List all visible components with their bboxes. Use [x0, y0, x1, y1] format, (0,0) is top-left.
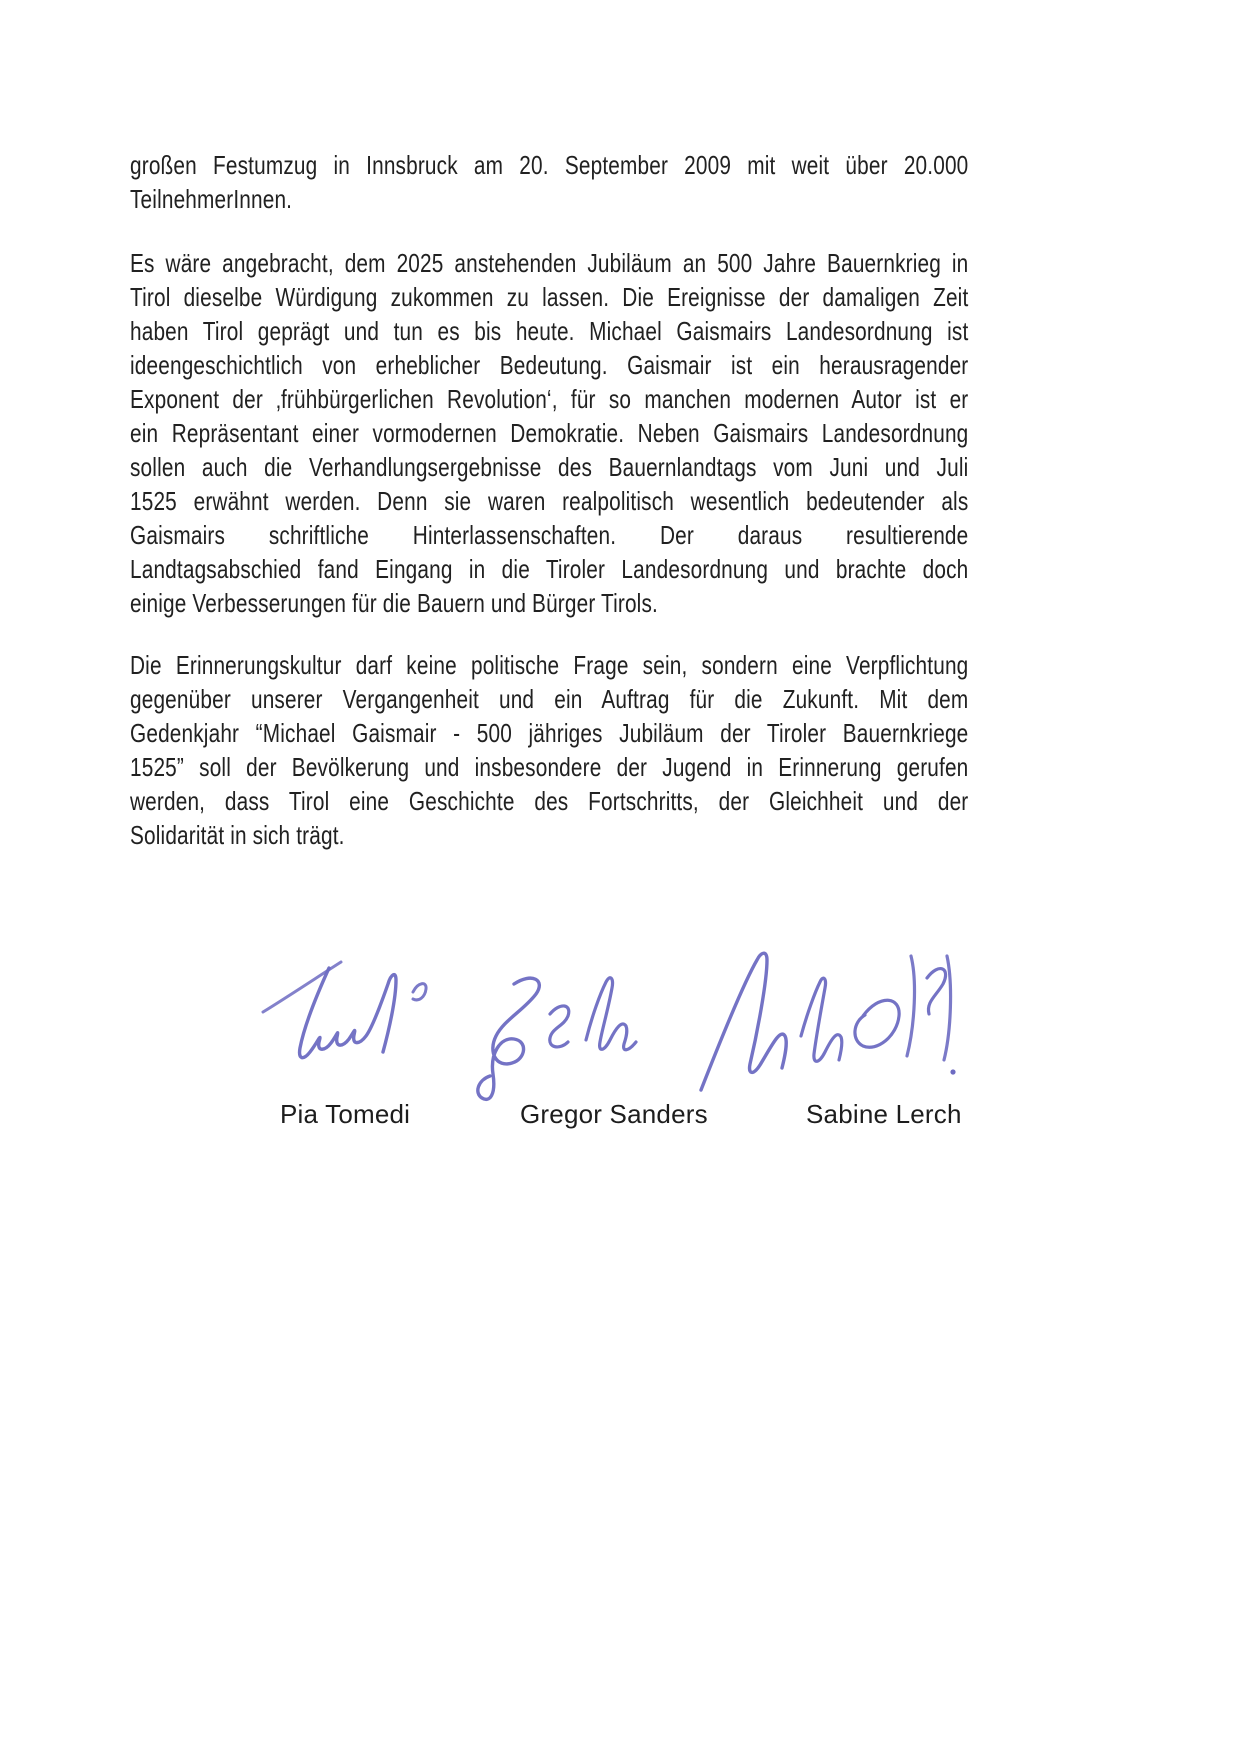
signature-ink-sabine-lerch — [693, 942, 958, 1102]
signature-ink-pia-tomedi — [253, 952, 448, 1092]
paragraph-festumzug — [130, 148, 968, 216]
text-line: großen Festumzug in Innsbruck am 20. September 2009 mit weit über 20.000 — [130, 150, 969, 180]
paragraph-erinnerungskultur — [130, 648, 968, 852]
text-line: ideengeschichtlich von erheblicher Bedeutung. Gaismair ist ein herausragender — [130, 350, 969, 380]
text-line: Tirol dieselbe Würdigung zukommen zu lassen. Die Ereignisse der damaligen Zeit — [130, 282, 969, 312]
text-line: Die Erinnerungskultur darf keine politische Frage sein, sondern eine Verpflichtung — [130, 650, 969, 680]
text-line: haben Tirol geprägt und tun es bis heute. Michael Gaismairs Landesordnung ist — [130, 316, 969, 346]
text-line: sollen auch die Verhandlungsergebnisse des Bauernlandtags vom Juni und Juli — [130, 452, 969, 482]
text-line: gegenüber unserer Vergangenheit und ein Auftrag für die Zukunft. Mit dem — [130, 684, 969, 714]
text-line: TeilnehmerInnen. — [130, 184, 293, 214]
text-line: einige Verbesserungen für die Bauern und Bürger Tirols. — [130, 588, 658, 618]
signatory-name-pia-tomedi: Pia Tomedi — [280, 1099, 411, 1129]
text-line: 1525 erwähnt werden. Denn sie waren realpolitisch wesentlich bedeutender als — [130, 486, 969, 516]
signature-period-dot — [950, 1069, 955, 1074]
text-line: Es wäre angebracht, dem 2025 anstehenden Jubiläum an 500 Jahre Bauernkrieg in — [130, 248, 969, 278]
text-line: ein Repräsentant einer vormodernen Demokratie. Neben Gaismairs Landesordnung — [130, 418, 969, 448]
paragraph-jubilaeum — [130, 246, 968, 620]
text-line: 1525” soll der Bevölkerung und insbesondere der Jugend in Erinnerung gerufen — [130, 752, 969, 782]
text-line: Gedenkjahr “Michael Gaismair - 500 jähriges Jubiläum der Tiroler Bauernkriege — [130, 718, 969, 748]
signature-ink-gregor-sanders — [450, 970, 645, 1105]
text-line: Gaismairs schriftliche Hinterlassenschaften. Der daraus resultierende — [130, 520, 969, 550]
text-line: Exponent der ‚frühbürgerlichen Revolution‘, für so manchen modernen Autor ist er — [130, 384, 969, 414]
signatory-name-sabine-lerch: Sabine Lerch — [806, 1099, 962, 1129]
text-line: werden, dass Tirol eine Geschichte des Fortschritts, der Gleichheit und der — [130, 786, 969, 816]
signatory-name-gregor-sanders: Gregor Sanders — [520, 1099, 708, 1129]
text-line: Landtagsabschied fand Eingang in die Tiroler Landesordnung und brachte doch — [130, 554, 969, 584]
text-line: Solidarität in sich trägt. — [130, 820, 345, 850]
